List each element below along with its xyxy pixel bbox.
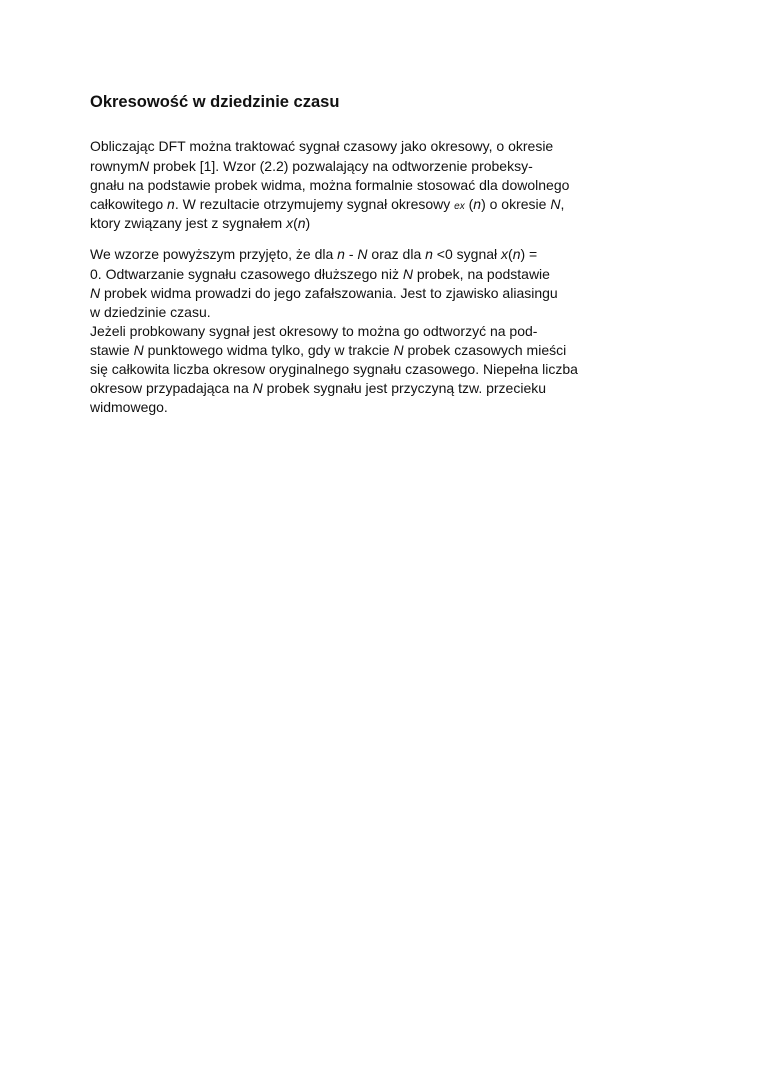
math-variable: N bbox=[550, 196, 561, 212]
text-run: We wzorze powyższym przyjęto, że dla bbox=[90, 246, 338, 262]
text-run: ( bbox=[508, 246, 513, 262]
text-run: , bbox=[560, 196, 565, 212]
math-variable: n bbox=[512, 246, 521, 262]
section-heading: Okresowość w dziedzinie czasu bbox=[90, 93, 340, 111]
math-variable: N bbox=[393, 342, 404, 358]
text-run: 0. Odtwarzanie sygnału czasowego dłuższego niż bbox=[90, 266, 403, 282]
text-run: ( bbox=[464, 196, 474, 212]
text-run: probek czasowych mieści bbox=[403, 342, 567, 358]
paragraph-2-line-5: Jeżeli probkowany sygnał jest okresowy to można go odtworzyć na pod- bbox=[90, 323, 538, 339]
math-variable: N bbox=[252, 380, 263, 396]
math-variable: N bbox=[133, 342, 144, 358]
math-symbol: ex bbox=[454, 201, 465, 212]
text-run: rownym bbox=[90, 158, 140, 174]
text-run: ktory związany jest z sygnałem bbox=[90, 215, 287, 231]
text-run: probek, na podstawie bbox=[412, 266, 550, 282]
text-run: okresow przypadająca na bbox=[90, 380, 253, 396]
text-run: oraz dla bbox=[367, 246, 426, 262]
math-variable: n bbox=[167, 196, 175, 212]
paragraph-2-line-4: w dziedzinie czasu. bbox=[90, 304, 211, 320]
text-run: <0 sygnał bbox=[432, 246, 502, 262]
paragraph-2-line-9: widmowego. bbox=[90, 399, 168, 415]
paragraph-2-line-2 bbox=[90, 264, 550, 284]
paragraph-2-line-6 bbox=[90, 340, 566, 360]
text-run: ) = bbox=[520, 246, 538, 262]
math-variable: N bbox=[90, 285, 101, 301]
text-run: całkowitego bbox=[90, 196, 168, 212]
text-run: probek widma prowadzi do jego zafałszowania. Jest to zjawisko aliasingu bbox=[100, 285, 558, 301]
math-variable: n bbox=[425, 246, 433, 262]
text-run: . W rezultacie otrzymujemy sygnał okresowy bbox=[174, 196, 455, 212]
math-variable: n bbox=[337, 246, 345, 262]
text-run: probek sygnału jest przyczyną tzw. przecieku bbox=[262, 380, 547, 396]
math-variable: n bbox=[473, 196, 482, 212]
math-variable: N bbox=[402, 266, 413, 282]
paragraph-2-line-8 bbox=[90, 378, 546, 398]
math-variable: x bbox=[501, 246, 509, 262]
text-run: ) bbox=[305, 215, 311, 231]
text-run: - bbox=[344, 246, 358, 262]
math-variable: x bbox=[286, 215, 294, 231]
math-variable: N bbox=[357, 246, 368, 262]
paragraph-2-line-1 bbox=[90, 244, 537, 264]
paragraph-1-line-2 bbox=[90, 156, 533, 176]
math-variable: N bbox=[139, 158, 150, 174]
paragraph-1-line-5 bbox=[90, 213, 310, 233]
text-run: punktowego widma tylko, gdy w trakcie bbox=[143, 342, 394, 358]
paragraph-2-line-7: się całkowita liczba okresow oryginalnego sygnału czasowego. Niepełna liczba bbox=[90, 361, 578, 377]
paragraph-1-line-3: gnału na podstawie probek widma, można formalnie stosować dla dowolnego bbox=[90, 177, 570, 193]
paragraph-2-line-3 bbox=[90, 283, 558, 303]
text-run: probek [1]. Wzor (2.2) pozwalający na odtworzenie probeksy- bbox=[149, 158, 533, 174]
paragraph-1-line-1: Obliczając DFT można traktować sygnał czasowy jako okresowy, o okresie bbox=[90, 138, 554, 154]
text-run: stawie bbox=[90, 342, 134, 358]
text-run: ( bbox=[293, 215, 298, 231]
text-run: ) o okresie bbox=[481, 196, 551, 212]
math-variable: n bbox=[297, 215, 306, 231]
